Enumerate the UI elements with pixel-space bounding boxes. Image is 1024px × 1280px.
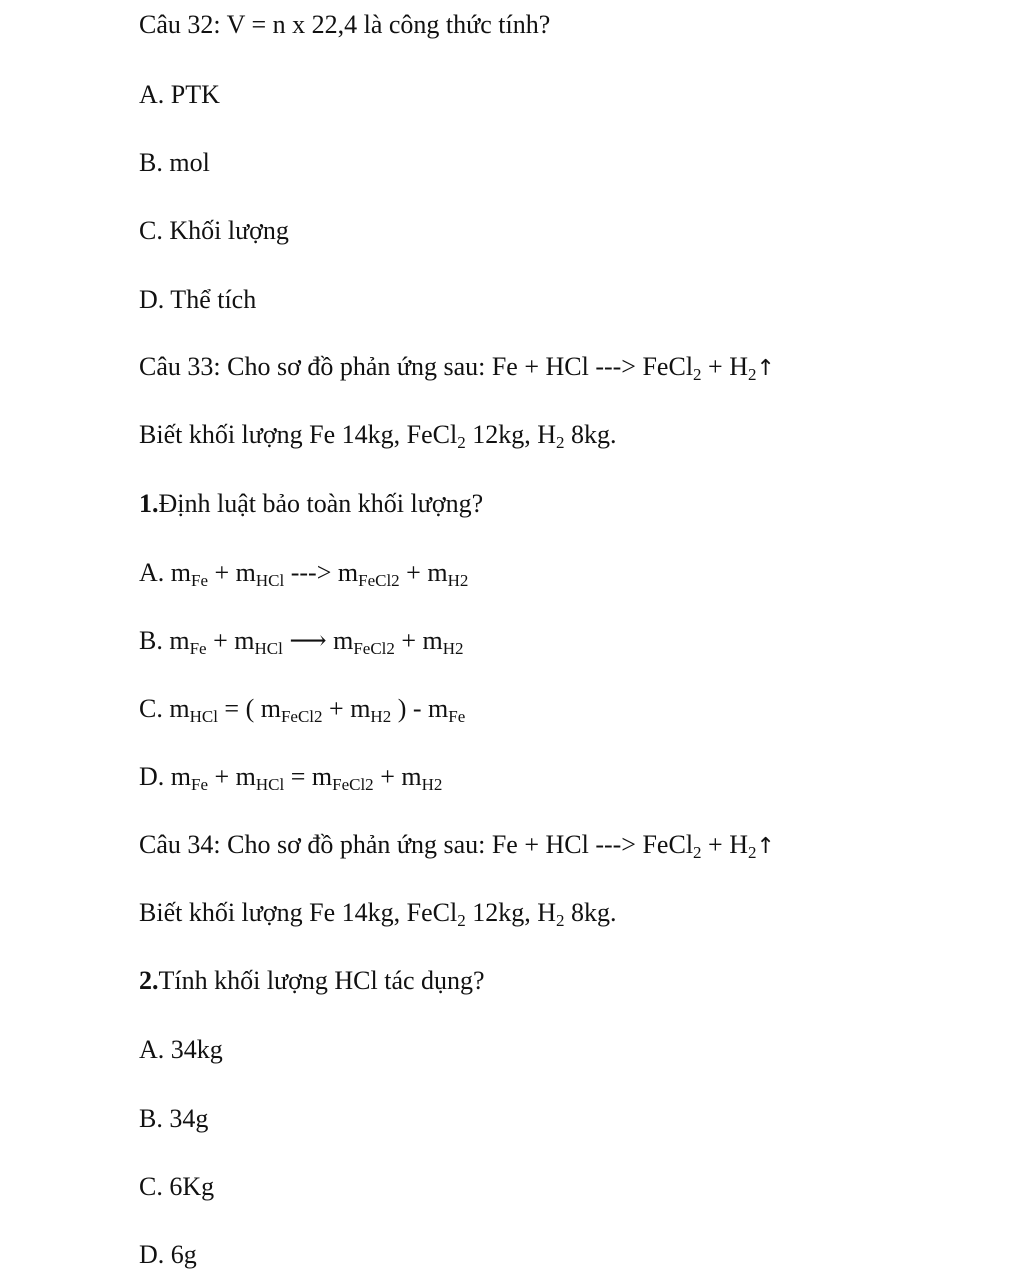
q32-option-b: B. mol bbox=[139, 148, 210, 177]
q34-option-b: B. 34g bbox=[139, 1104, 209, 1133]
q33-option-b: B. $m_{Fe} + m_{HCl}$ ⟶ $m_{FeCl2} + m_{H2}$ bbox=[139, 626, 464, 658]
question-33: Câu 33: Cho sơ đồ phản ứng sau: Fe + HCl ---> FeCl$_2$ + $H_2↑$ bbox=[139, 352, 775, 384]
q34-option-a: A. 34kg bbox=[139, 1035, 223, 1064]
q34-given-masses: Biết khối lượng Fe 14kg, FeCl$_2$ 12kg, $H_2$ 8kg. bbox=[139, 898, 617, 930]
q33-given-masses: Biết khối lượng Fe 14kg, FeCl$_2$ 12kg, $H_2$ 8kg. bbox=[139, 420, 617, 452]
q34-subquestion: 2.Tính khối lượng HCl tác dụng? bbox=[139, 966, 485, 995]
q32-option-a: A. PTK bbox=[139, 80, 220, 109]
q33-option-a: A. $m_{Fe} + m_{HCl}$ ---> $m_{FeCl2} + m_{H2}$ bbox=[139, 558, 469, 590]
question-32: Câu 32: V = n x 22,4 là công thức tính? bbox=[139, 10, 551, 39]
q34-option-d: D. 6g bbox=[139, 1240, 197, 1269]
q34-option-c: C. 6Kg bbox=[139, 1172, 215, 1201]
q33-option-c: C. $m_{HCl}$ = ( $m_{FeCl2} + m_{H2}$ ) - $m_{Fe}$ bbox=[139, 694, 466, 726]
q32-option-c: C. Khối lượng bbox=[139, 216, 289, 245]
gas-arrow-icon: ↑ bbox=[756, 356, 775, 381]
gas-arrow-icon: ↑ bbox=[756, 834, 775, 859]
q32-option-d: D. Thể tích bbox=[139, 285, 257, 314]
question-34: Câu 34: Cho sơ đồ phản ứng sau: Fe + HCl ---> FeCl$_2$ + $H_2↑$ bbox=[139, 830, 775, 862]
q33-subquestion: 1.Định luật bảo toàn khối lượng? bbox=[139, 489, 484, 518]
q33-option-d: D. $m_{Fe} + m_{HCl} = m_{FeCl2} + m_{H2}$ bbox=[139, 762, 443, 794]
